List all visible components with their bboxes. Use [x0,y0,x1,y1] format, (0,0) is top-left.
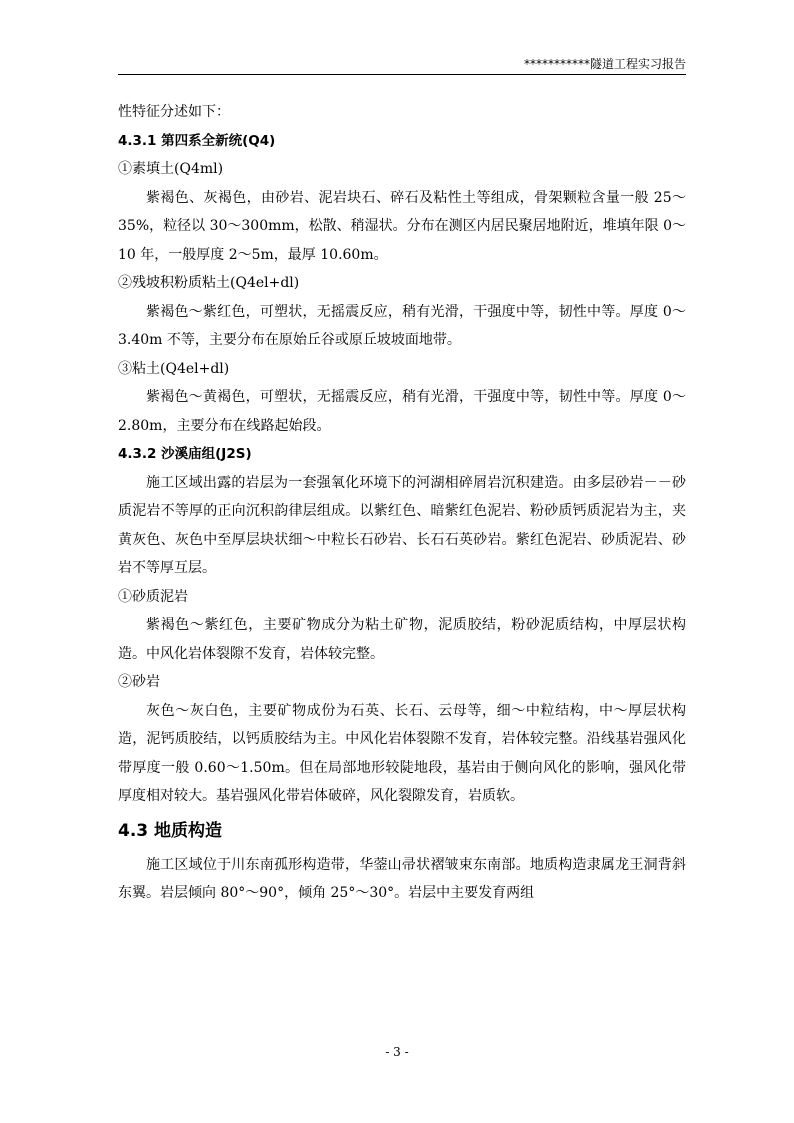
page-header: ***********隧道工程实习报告 [523,57,686,71]
item-text-sandy-mudstone: 紫褐色～紫红色，主要矿物成分为粘土矿物，泥质胶结，粉砂泥质结构，中厚层状构造。中风化岩体裂隙不发育，岩体较完整。 [118,617,686,662]
item-label-clay: ③粘土(Q4el+dl) [118,360,230,377]
item-label-silty-clay: ②残坡积粉质粘土(Q4el+dl) [118,275,300,291]
document-body [118,98,686,908]
intro-paragraph: 性特征分述如下： [118,104,230,120]
header-divider [118,74,686,75]
item-label-sandstone: ②砂岩 [118,674,160,690]
item-label-plain-fill: ①素填土(Q4ml) [118,161,224,177]
item-text-sandstone: 灰色～灰白色，主要矿物成份为石英、长石、云母等，细～中粒结构，中～厚层状构造，泥钙质胶结，以钙质胶结为主。中风化岩体裂隙不发育，岩体较完整。沿线基岩强风化带厚度一般 0.60～1.50m。但在局部地形较陡地段，基岩由于侧向风化的影响，强风化带厚度相对较大。基岩强风化带岩体破碎，风化裂隙发育，岩质软。 [118,702,686,804]
section-heading-4-3: 4.3 地质构造 [118,820,223,841]
section-heading-4-3-2: 4.3.2 沙溪庙组(J2S) [118,446,252,462]
paragraph-geologic-structure: 施工区域位于川东南孤形构造带，华蓥山帚状褶皱束东南部。地质构造隶属龙王洞背斜东翼。岩层倾向 80°～90°，倾角 25°～30°。岩层中主要发育两组 [118,856,686,901]
item-text-silty-clay: 紫褐色～紫红色，可塑状，无摇震反应，稍有光滑，干强度中等，韧性中等。厚度 0～3.40m 不等，主要分布在原始丘谷或原丘坡坡面地带。 [118,303,686,348]
item-label-sandy-mudstone: ①砂质泥岩 [118,588,188,605]
item-text-plain-fill: 紫褐色、灰褐色，由砂岩、泥岩块石、碎石及粘性土等组成，骨架颗粒含量一般 25～35%，粒径以 30～300mm，松散、稍湿状。分布在测区内居民聚居地附近，堆填年限 0～10 年，一般厚度 2～5m，最厚 10.60m。 [118,189,687,263]
item-text-clay: 紫褐色～黄褐色，可塑状，无摇震反应，稍有光滑，干强度中等，韧性中等。厚度 0～2.80m，主要分布在线路起始段。 [118,389,686,434]
paragraph-shaximiao: 施工区域出露的岩层为一套强氧化环境下的河湖相碎屑岩沉积建造。由多层砂岩－－砂质泥岩不等厚的正向沉积韵律层组成。以紫红色、暗紫红色泥岩、粉砂质钙质泥岩为主，夹黄灰色、灰色中至厚层块状细～中粒长石砂岩、长石石英砂岩。紫红色泥岩、砂质泥岩、砂岩不等厚互层。 [118,474,686,576]
section-heading-4-3-1: 4.3.1 第四系全新统(Q4) [118,132,276,149]
page-number: - 3 - [385,1045,409,1059]
